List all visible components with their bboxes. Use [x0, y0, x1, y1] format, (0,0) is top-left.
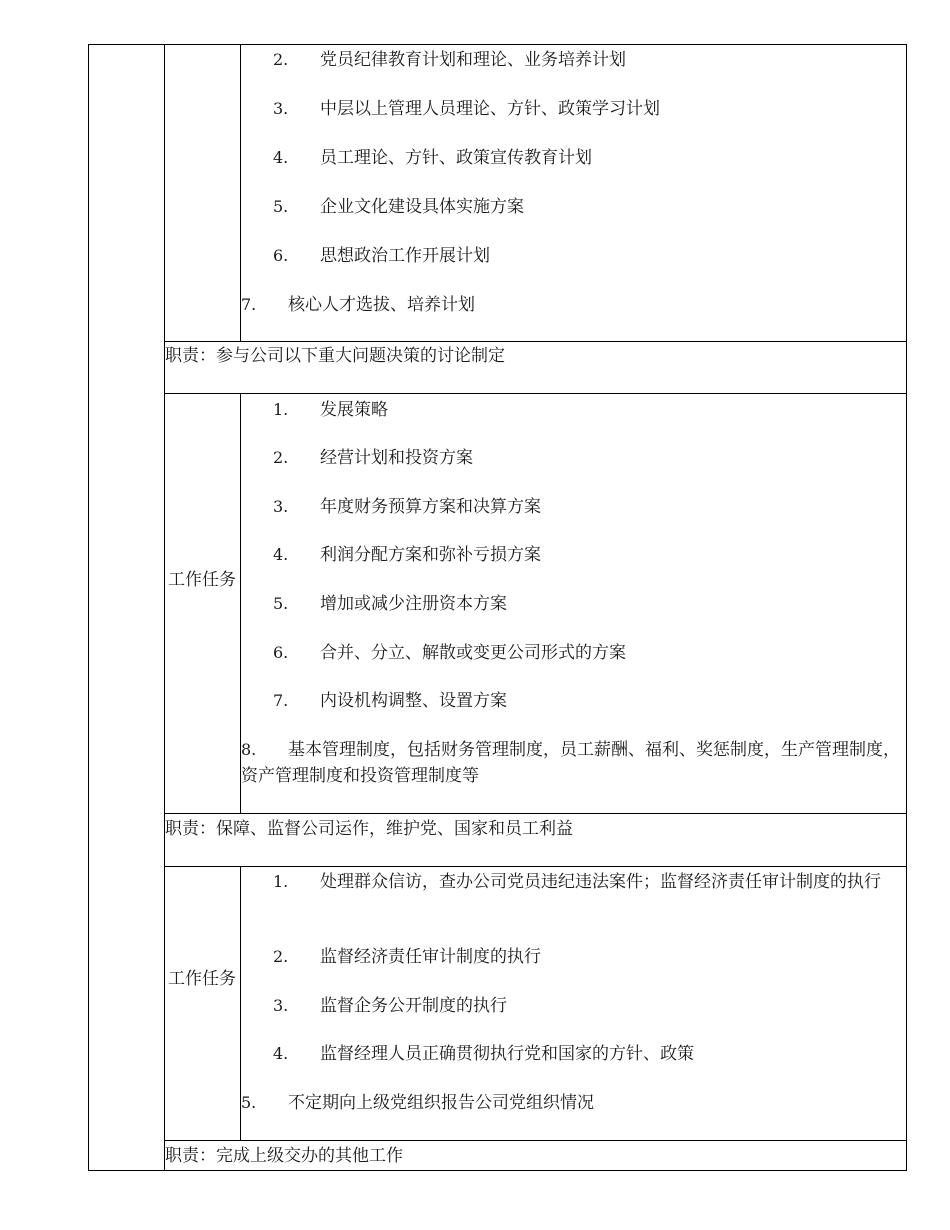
list-item-text: 员工理论、方针、政策宣传教育计划: [320, 148, 592, 168]
list-item-text: 内设机构调整、设置方案: [320, 691, 507, 711]
list-item-text: 核心人才选拔、培养计划: [288, 295, 475, 315]
row-divider-1: [164, 341, 907, 342]
list-item-number: 1.: [273, 400, 289, 419]
row-divider-3: [164, 813, 907, 814]
duty-text: 职责：参与公司以下重大问题决策的讨论制定: [165, 346, 505, 366]
list-item-number: 3.: [273, 996, 289, 1015]
row-divider-5: [164, 1140, 907, 1141]
list-item-number: 1.: [273, 872, 289, 891]
table-border-right: [906, 44, 907, 1171]
list-item-text: 发展策略: [320, 400, 388, 420]
list-item-text: 增加或减少注册资本方案: [320, 594, 507, 614]
list-item-number: 4.: [273, 1044, 289, 1063]
list-item-text: 监督企务公开制度的执行: [320, 996, 507, 1016]
column-divider-1: [164, 44, 165, 1171]
list-item-number: 5.: [273, 197, 289, 216]
list-item-number: 2.: [273, 947, 289, 966]
list-item-number: 3.: [273, 99, 289, 118]
list-item-text: 思想政治工作开展计划: [320, 246, 490, 266]
list-item-number: 5.: [241, 1093, 257, 1112]
list-item-number: 6.: [273, 643, 289, 662]
task-label: 工作任务: [168, 570, 236, 590]
list-item-number: 7.: [241, 295, 257, 314]
row-divider-2: [164, 393, 907, 394]
table-border-bottom: [88, 1170, 907, 1171]
list-item-text: 党员纪律教育计划和理论、业务培养计划: [320, 50, 626, 70]
list-item-text: 中层以上管理人员理论、方针、政策学习计划: [320, 99, 660, 119]
list-item-text: 年度财务预算方案和决算方案: [320, 497, 541, 517]
task-label: 工作任务: [168, 969, 236, 989]
duty-text: 职责：保障、监督公司运作，维护党、国家和员工利益: [165, 819, 573, 839]
list-item-number: 6.: [273, 246, 289, 265]
list-item-text: 基本管理制度，包括财务管理制度，员工薪酬、福利、奖惩制度，生产管理制度，资产管理制度和投资管理制度等: [241, 740, 900, 786]
list-item-text: 监督经理人员正确贯彻执行党和国家的方针、政策: [320, 1044, 694, 1064]
list-item-number: 2.: [273, 448, 289, 467]
table-border-left: [88, 44, 89, 1171]
row-divider-4: [164, 866, 907, 867]
list-item-number: 7.: [273, 691, 289, 710]
list-item-number: 4.: [273, 148, 289, 167]
list-item-text: 经营计划和投资方案: [320, 448, 473, 468]
list-item-number: 3.: [273, 497, 289, 516]
list-item-text: 利润分配方案和弥补亏损方案: [320, 545, 541, 565]
list-item-text: 监督经济责任审计制度的执行: [320, 947, 541, 967]
list-item-number: 5.: [273, 594, 289, 613]
list-item-text: 处理群众信访，查办公司党员违纪违法案件；监督经济责任审计制度的执行: [320, 872, 881, 892]
duty-text: 职责：完成上级交办的其他工作: [165, 1146, 403, 1166]
list-item-text: 不定期向上级党组织报告公司党组织情况: [288, 1093, 594, 1113]
list-item-number: 4.: [273, 545, 289, 564]
list-item-text: 企业文化建设具体实施方案: [320, 197, 524, 217]
list-item-text: 合并、分立、解散或变更公司形式的方案: [320, 643, 626, 663]
table-border-top: [88, 44, 907, 45]
list-item-number: 8.: [241, 740, 257, 759]
list-item-number: 2.: [273, 50, 289, 69]
